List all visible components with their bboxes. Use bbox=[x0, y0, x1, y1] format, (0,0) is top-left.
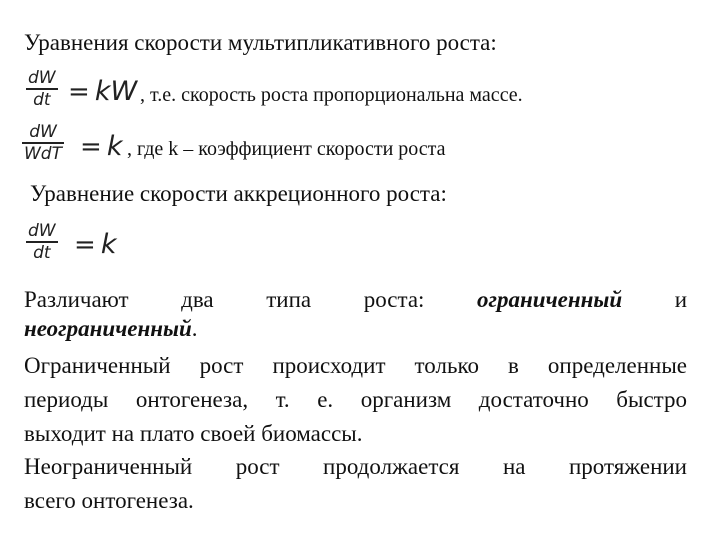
equation-3-fraction bbox=[26, 221, 58, 263]
paragraph-limited-line2: периоды онтогенеза, т. е. организм достаточно быстро bbox=[24, 387, 687, 412]
period: . bbox=[191, 316, 198, 341]
paragraph-limited-line1: Ограниченный рост происходит только в определенные bbox=[24, 353, 687, 378]
equation-1-rhs bbox=[68, 76, 137, 107]
equation-3-denominator: dt bbox=[33, 242, 51, 263]
paragraph-growth-types-line2 bbox=[24, 316, 198, 342]
equation-1-denominator: dt bbox=[33, 89, 51, 110]
equation-1-expression: kW bbox=[94, 76, 138, 107]
equation-2-numerator: dW bbox=[29, 122, 57, 142]
equation-1-numerator: dW bbox=[28, 68, 56, 88]
equation-2-denominator: WdT bbox=[24, 143, 62, 164]
equation-3-numerator: dW bbox=[28, 221, 56, 241]
paragraph-limited-line3: выходит на плато своей биомассы. bbox=[24, 421, 363, 446]
word: два bbox=[181, 287, 214, 312]
equation-2-expression: k bbox=[106, 131, 123, 162]
heading-accretion-growth: Уравнение скорости аккреционного роста: bbox=[30, 181, 447, 206]
paragraph-unlimited-line1: Неограниченный рост продолжается на протяжении bbox=[24, 454, 687, 479]
equation-1-fraction bbox=[26, 68, 58, 110]
paragraph-growth-types-line1 bbox=[24, 284, 687, 316]
equation-2-rhs bbox=[80, 131, 123, 162]
word: типа bbox=[266, 287, 312, 312]
heading-multiplicative-growth: Уравнения скорости мультипликативного роста: bbox=[24, 30, 497, 55]
paragraph-unlimited-line2: всего онтогенеза. bbox=[24, 488, 194, 513]
equals-sign: = bbox=[74, 230, 96, 260]
equals-sign: = bbox=[68, 77, 90, 107]
equation-1-note: , т.е. скорость роста пропорциональна массе. bbox=[140, 84, 523, 106]
equation-3-rhs bbox=[74, 229, 117, 260]
word: роста: bbox=[363, 287, 425, 312]
term-limited: ограниченный bbox=[477, 287, 623, 312]
equation-2-note: , где k – коэффициент скорости роста bbox=[127, 138, 446, 160]
word: Различают bbox=[24, 287, 129, 312]
equation-3-expression: k bbox=[100, 229, 117, 260]
equation-2-fraction bbox=[22, 122, 64, 164]
equals-sign: = bbox=[80, 132, 102, 162]
word: и bbox=[674, 287, 688, 312]
term-unlimited: неограниченный bbox=[24, 316, 192, 341]
